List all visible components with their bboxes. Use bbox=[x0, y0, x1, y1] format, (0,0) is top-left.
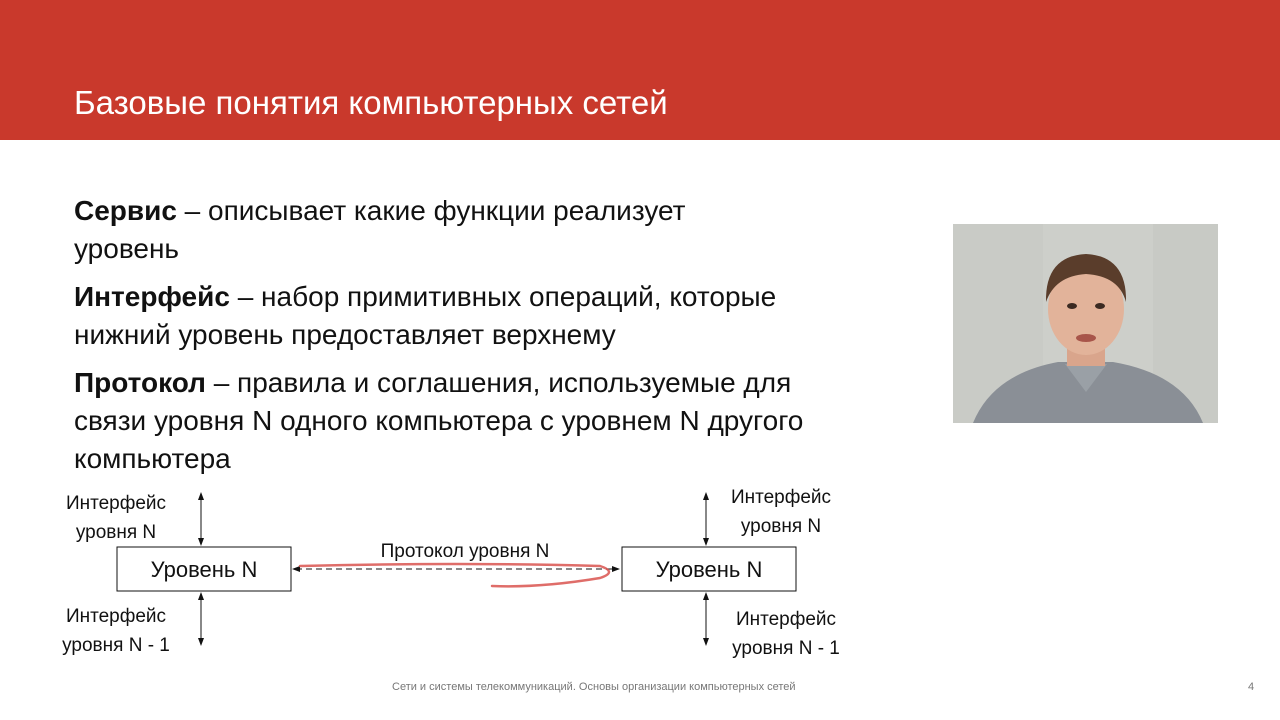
presenter-image bbox=[953, 224, 1218, 423]
left-layer-label: Уровень N bbox=[150, 557, 258, 582]
left-top-label-line2: уровня N bbox=[75, 522, 157, 543]
header-bar bbox=[0, 0, 1280, 140]
definitions-list bbox=[74, 192, 874, 488]
definition-term: Протокол bbox=[74, 367, 206, 398]
left-top-label-line1: Интерфейс bbox=[65, 493, 167, 514]
left-bottom-label-line1: Интерфейс bbox=[65, 606, 167, 627]
right-bottom-label-line2: уровня N - 1 bbox=[732, 638, 840, 659]
presenter-video bbox=[953, 224, 1218, 423]
definition-protocol bbox=[74, 364, 854, 478]
slide-title: Базовые понятия компьютерных сетей bbox=[74, 84, 668, 121]
footer-text: Сети и системы телекоммуникаций. Основы организации компьютерных сетей bbox=[392, 681, 796, 693]
left-bottom-label-line2: уровня N - 1 bbox=[62, 635, 170, 656]
right-top-label-line2: уровня N bbox=[740, 516, 822, 537]
definition-interface bbox=[74, 278, 854, 354]
protocol-label: Протокол уровня N bbox=[380, 541, 550, 562]
page-number: 4 bbox=[1248, 681, 1255, 693]
right-bottom-label-line1: Интерфейс bbox=[735, 609, 837, 630]
annotation-highlight bbox=[300, 564, 609, 586]
definition-term: Интерфейс bbox=[74, 281, 230, 312]
definition-term: Сервис bbox=[74, 195, 177, 226]
definition-text: – описывает какие функции реализует уровень bbox=[74, 195, 686, 264]
right-top-label-line1: Интерфейс bbox=[730, 487, 832, 508]
right-layer-label: Уровень N bbox=[655, 557, 763, 582]
definition-text: – правила и соглашения, используемые для связи уровня N одного компьютера с уровнем N другого компьютера bbox=[74, 367, 804, 474]
definition-service bbox=[74, 192, 794, 268]
definition-text: – набор примитивных операций, которые нижний уровень предоставляет верхнему bbox=[74, 281, 777, 350]
